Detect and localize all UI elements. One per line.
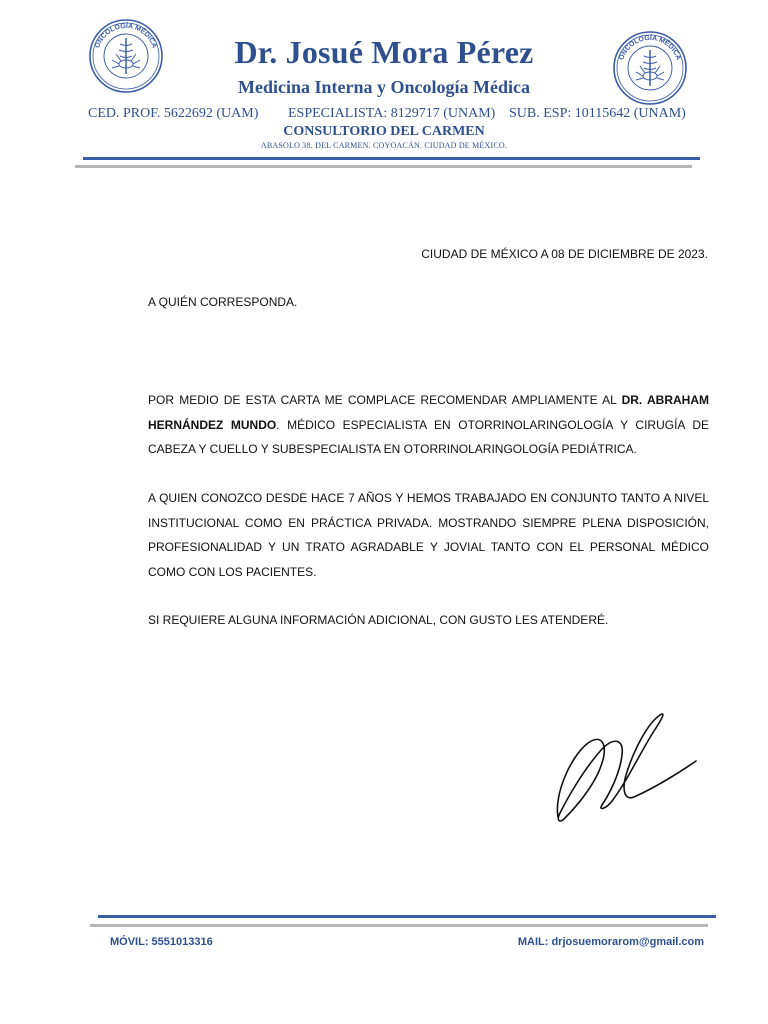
oncology-seal-icon [612, 30, 688, 106]
clinic-address: ABASOLO 38. DEL CARMEN. COYOACÁN. CIUDAD DE MÉXICO. [260, 141, 508, 150]
sub-esp-license: SUB. ESP: 10115642 (UNAM) [509, 106, 686, 121]
header-divider-blue [83, 157, 700, 160]
specialty: Medicina Interna y Oncología Médica [238, 77, 530, 97]
salutation: A QUIÉN CORRESPONDA. [148, 295, 298, 309]
paragraph-recommendation [148, 388, 709, 462]
handwritten-signature [550, 705, 710, 830]
footer-divider-blue [98, 915, 716, 918]
date-line: CIUDAD DE MÉXICO A 08 DE DICIEMBRE DE 2023. [421, 247, 708, 261]
p1-text-end: . MÉDICO ESPECIALISTA EN OTORRINOLARINGOLOGÍA Y CIRUGÍA DE CABEZA Y CUELLO Y SUBESPECIALISTA EN OTORRINOLARINGOLOGÍA PEDIÁTRICA. [148, 417, 709, 456]
oncology-seal-icon [88, 18, 164, 94]
p1-text-start: POR MEDIO DE ESTA CARTA ME COMPLACE RECOMENDAR AMPLIAMENTE AL [148, 393, 622, 407]
recommended-doctor-name: DR. ABRAHAM HERNÁNDEZ MUNDO [148, 393, 710, 432]
clinic-name: CONSULTORIO DEL CARMEN [283, 124, 485, 139]
footer-email: MAIL: drjosuemorarom@gmail.com [517, 936, 704, 948]
paragraph-closing: SI REQUIERE ALGUNA INFORMACIÓN ADICIONAL, CON GUSTO LES ATENDERÉ. [148, 613, 609, 627]
ced-prof: CED. PROF. 5622692 (UAM) [88, 106, 259, 121]
footer-phone: MÓVIL: 5551013316 [110, 936, 213, 948]
svg-text:ONCOLOGÍA MÉDICA: ONCOLOGÍA MÉDICA [618, 34, 682, 62]
svg-text:ONCOLOGÍA MÉDICA: ONCOLOGÍA MÉDICA [94, 22, 158, 50]
footer-divider-gray [90, 924, 708, 927]
header-divider-gray [75, 165, 692, 168]
especialista-license: ESPECIALISTA: 8129717 (UNAM) [288, 106, 496, 121]
doctor-name: Dr. Josué Mora Pérez [234, 34, 534, 70]
paragraph-experience: A QUIEN CONOZCO DESDE HACE 7 AÑOS Y HEMOS TRABAJADO EN CONJUNTO TANTO A NIVEL INSTITUCIONAL COMO EN PRÁCTICA PRIVADA. MOSTRANDO SIEMPRE PLENA DISPOSICIÓN, PROFESIONALIDAD Y UN TRATO AGRADABLE Y JOVIAL TANTO CON EL PERSONAL MÉDICO COMO CON LOS PACIENTES. [148, 491, 709, 579]
